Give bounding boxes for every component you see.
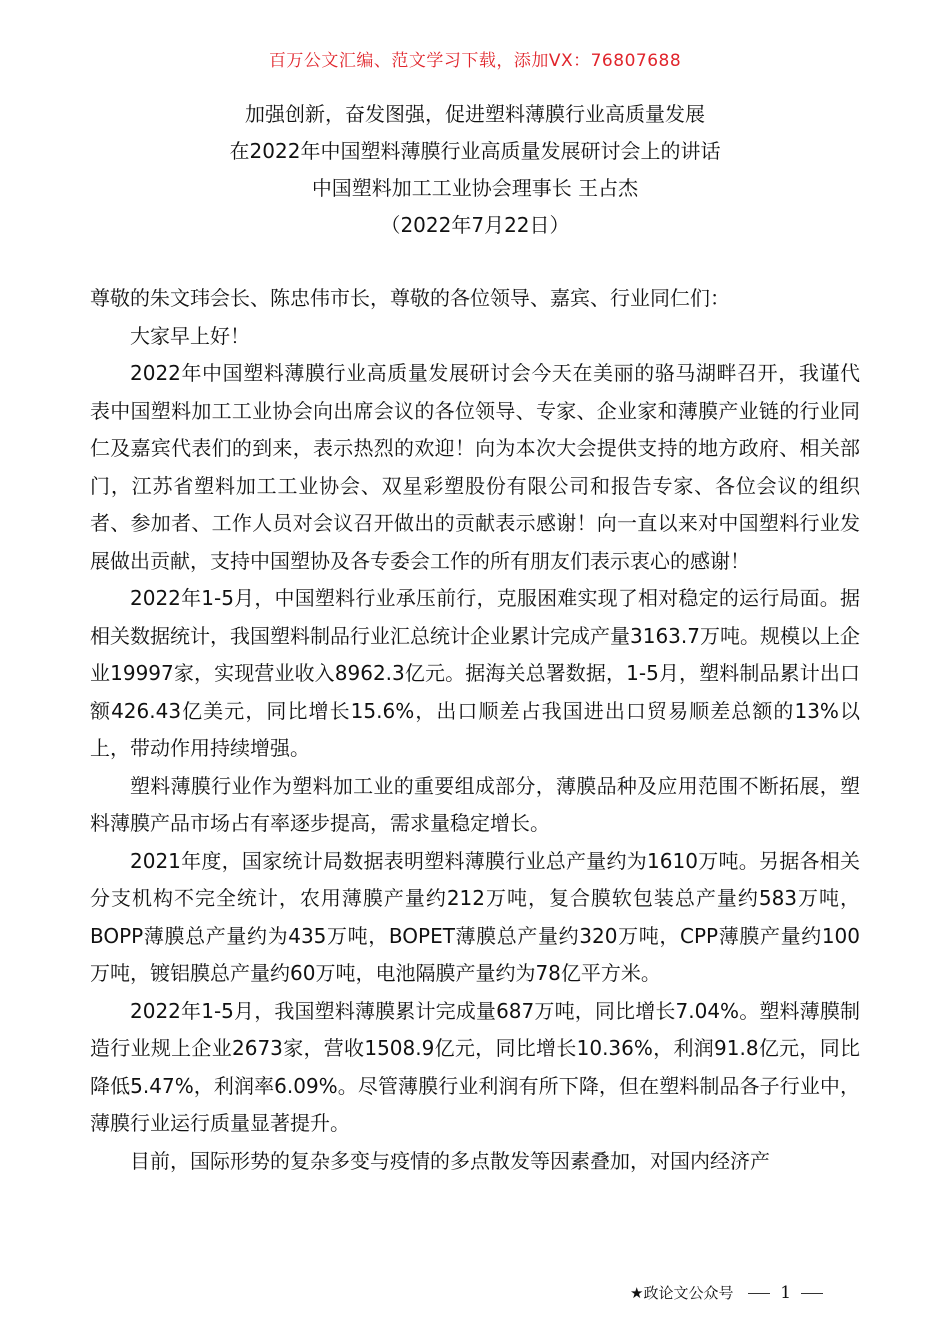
body-paragraph: 2021年度，国家统计局数据表明塑料薄膜行业总产量约为1610万吨。另据各相关分支机构不完全统计，农用薄膜产量约212万吨，复合膜软包装总产量约583万吨，BOPP薄膜总产量约为435万吨，BOPET薄膜总产量约320万吨，CPP薄膜产量约100万吨，镀铝膜总产量约60万吨，电池隔膜产量约为78亿平方米。 <box>90 848 860 985</box>
footer-source: ★政论文公众号 <box>630 1284 734 1302</box>
speaker-line: 中国塑料加工工业协会理事长 王占杰 <box>311 176 639 200</box>
body-paragraph: 2022年1-5月，我国塑料薄膜累计完成量687万吨，同比增长7.04%。塑料薄膜制造行业规上企业2673家，营收1508.9亿元，同比增长10.36%，利润91.8亿元，同比降低5.47%，利润率6.09%。尽管薄膜行业利润有所下降，但在塑料制品各子行业中，薄膜行业运行质量显著提升。 <box>90 998 860 1135</box>
body-paragraph: 塑料薄膜行业作为塑料加工业的重要组成部分，薄膜品种及应用范围不断拓展，塑料薄膜产品市场占有率逐步提高，需求量稳定增长。 <box>90 773 860 835</box>
speech-subtitle: 在2022年中国塑料薄膜行业高质量发展研讨会上的讲话 <box>229 139 721 163</box>
page-number: 1 <box>780 1283 792 1303</box>
speech-body <box>90 280 860 1180</box>
salutation: 尊敬的朱文玮会长、陈忠伟市长，尊敬的各位领导、嘉宾、行业同仁们： <box>90 286 730 310</box>
greeting: 大家早上好！ <box>130 323 250 348</box>
promo-banner: 百万公文汇编、范文学习下载，添加VX：76807688 <box>268 51 682 71</box>
page-footer <box>630 1282 833 1303</box>
footer-dash-left <box>748 1293 770 1294</box>
speech-date: （2022年7月22日） <box>380 213 570 237</box>
speech-title-block <box>0 96 950 244</box>
body-paragraph: 2022年1-5月，中国塑料行业承压前行，克服困难实现了相对稳定的运行局面。据相关数据统计，我国塑料制品行业汇总统计企业累计完成产量3163.7万吨。规模以上企业19997家，实现营业收入8962.3亿元。据海关总署数据，1-5月，塑料制品累计出口额426.43亿美元，同比增长15.6%，出口顺差占我国进出口贸易顺差总额的13%以上，带动作用持续增强。 <box>90 586 860 760</box>
speech-title: 加强创新，奋发图强，促进塑料薄膜行业高质量发展 <box>245 102 705 126</box>
body-paragraph: 目前，国际形势的复杂多变与疫情的多点散发等因素叠加，对国内经济产 <box>130 1148 770 1173</box>
body-paragraph: 2022年中国塑料薄膜行业高质量发展研讨会今天在美丽的骆马湖畔召开，我谨代表中国塑料加工工业协会向出席会议的各位领导、专家、企业家和薄膜产业链的行业同仁及嘉宾代表们的到来，表示热烈的欢迎！向为本次大会提供支持的地方政府、相关部门，江苏省塑料加工工业协会、双星彩塑股份有限公司和报告专家、各位会议的组织者、参加者、工作人员对会议召开做出的贡献表示感谢！向一直以来对中国塑料行业发展做出贡献，支持中国塑协及各专委会工作的所有朋友们表示衷心的感谢！ <box>90 361 860 573</box>
footer-dash-right <box>801 1293 823 1294</box>
